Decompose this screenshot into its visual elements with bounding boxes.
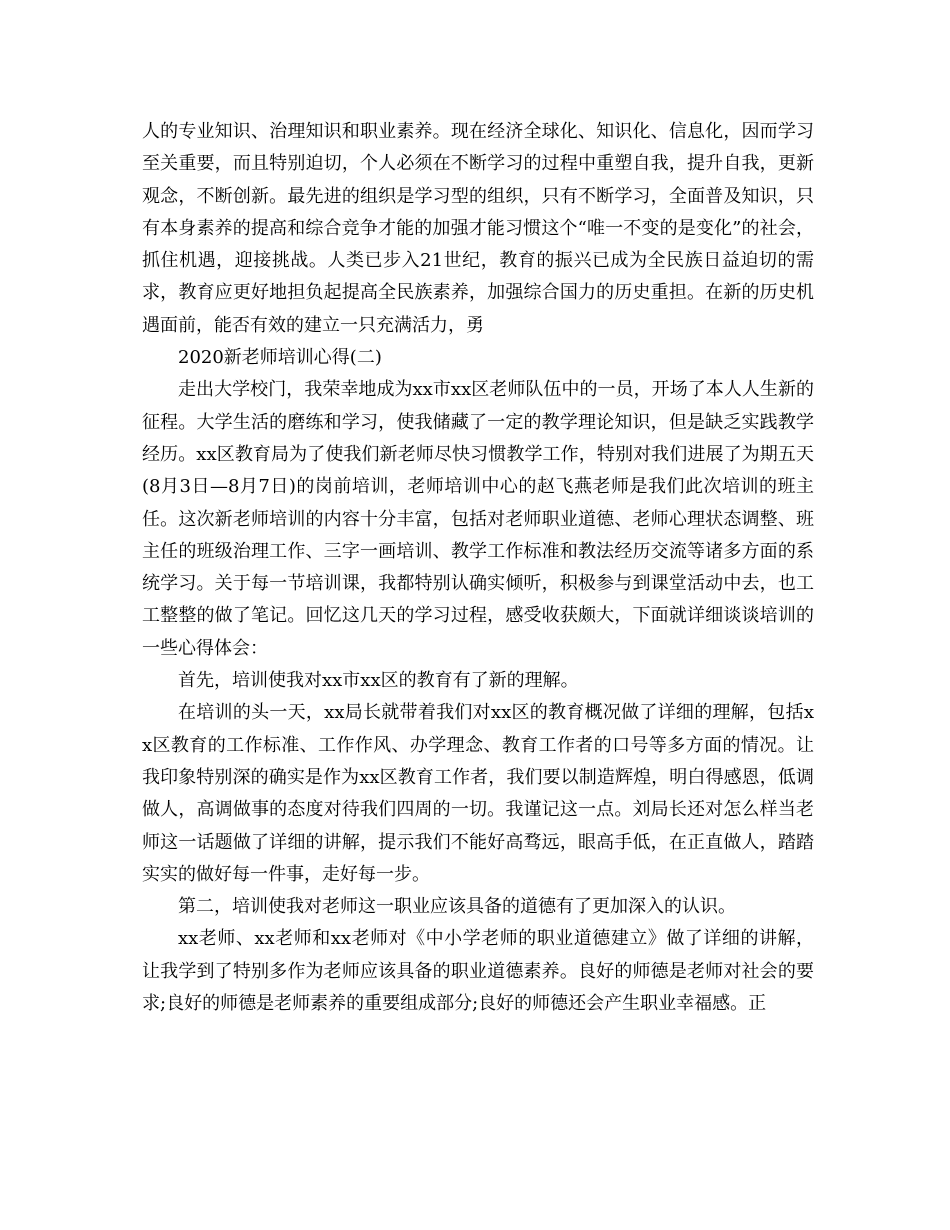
paragraph-2: 走出大学校门，我荣幸地成为xx市xx区老师队伍中的一员，开场了本人人生新的征程。大学生活的磨练和学习，使我储藏了一定的教学理论知识，但是缺乏实践教学经历。xx区教育局为了使我们新老师尽快习惯教学工作，特别对我们进展了为期五天(8月3日—8月7日)的岗前培训，老师培训中心的赵飞燕老师是我们此次培训的班主任。这次新老师培训的内容十分丰富，包括对老师职业道德、老师心理状态调整、班主任的班级治理工作、三字一画培训、教学工作标准和教法经历交流等诸多方面的系统学习。关于每一节培训课，我都特别认确实倾听，积极参与到课堂活动中去，也工工整整的做了笔记。回忆这几天的学习过程，感受收获颇大，下面就详细谈谈培训的一些心得体会： bbox=[142, 379, 814, 659]
paragraph-6: xx老师、xx老师和xx老师对《中小学老师的职业道德建立》做了详细的讲解，让我学到了特别多作为老师应该具备的职业道德素养。良好的师德是老师对社会的要求;良好的师德是老师素养的重要组成部分;良好的师德还会产生职业幸福感。正 bbox=[142, 928, 814, 1015]
section-heading: 2020新老师培训心得(二) bbox=[178, 347, 382, 369]
document-page bbox=[142, 116, 814, 1020]
paragraph-5: 第二，培训使我对老师这一职业应该具备的道德有了更加深入的认识。 bbox=[178, 896, 736, 918]
paragraph-4: 在培训的头一天，xx局长就带着我们对xx区的教育概况做了详细的理解，包括xx区教育的工作标准、工作作风、办学理念、教育工作者的口号等多方面的情况。让我印象特别深的确实是作为xx区教育工作者，我们要以制造辉煌，明白得感恩，低调做人，高调做事的态度对待我们四周的一切。我谨记这一点。刘局长还对怎么样当老师这一话题做了详细的讲解，提示我们不能好高骛远，眼高手低，在正直做人，踏踏实实的做好每一件事，走好每一步。 bbox=[142, 702, 814, 885]
paragraph-3: 首先，培训使我对xx市xx区的教育有了新的理解。 bbox=[178, 670, 579, 692]
paragraph-1: 人的专业知识、治理知识和职业素养。现在经济全球化、知识化、信息化，因而学习至关重要，而且特别迫切，个人必须在不断学习的过程中重塑自我，提升自我，更新观念，不断创新。最先进的组织是学习型的组织，只有不断学习，全面普及知识，只有本身素养的提高和综合竞争才能的加强才能习惯这个“唯一不变的是变化”的社会，抓住机遇，迎接挑战。人类已步入21世纪，教育的振兴已成为全民族日益迫切的需求，教育应更好地担负起提高全民族素养，加强综合国力的历史重担。在新的历史机遇面前，能否有效的建立一只充满活力，勇 bbox=[142, 121, 814, 336]
